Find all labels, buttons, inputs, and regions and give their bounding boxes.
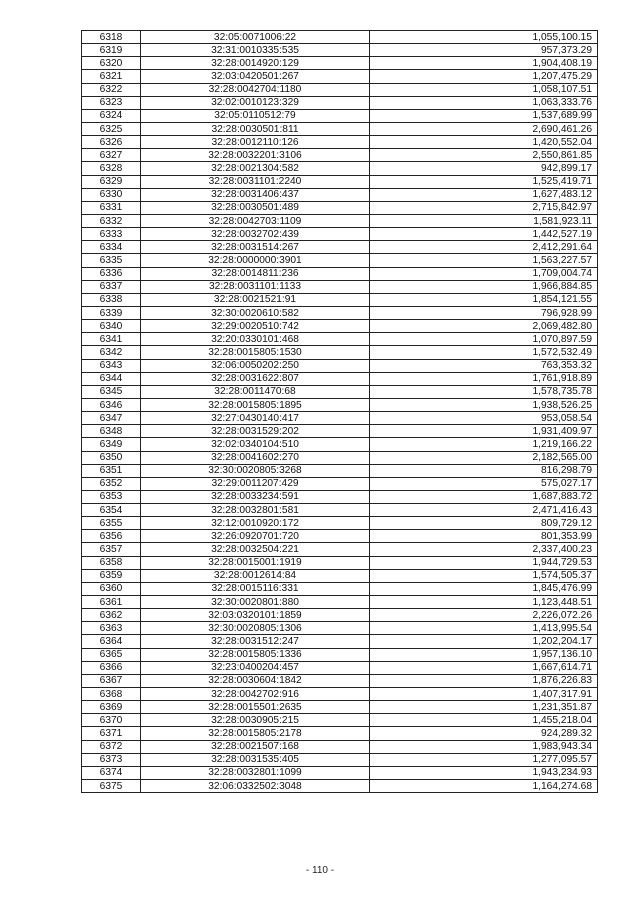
row-number: 6331 <box>82 201 141 214</box>
value-amount: 1,931,409.97 <box>370 425 598 438</box>
table-row <box>82 149 598 162</box>
cadastral-number: 32:20:0330101:468 <box>141 333 370 346</box>
table-row <box>82 398 598 411</box>
value-amount: 1,687,883.72 <box>370 490 598 503</box>
cadastral-number: 32:28:0032801:1099 <box>141 766 370 779</box>
value-amount: 1,938,526.25 <box>370 398 598 411</box>
table-row <box>82 648 598 661</box>
table-row <box>82 517 598 530</box>
table-row <box>82 175 598 188</box>
row-number: 6336 <box>82 267 141 280</box>
row-number: 6343 <box>82 359 141 372</box>
table-row <box>82 228 598 241</box>
table-row <box>82 70 598 83</box>
value-amount: 1,207,475.29 <box>370 70 598 83</box>
value-amount: 1,164,274.68 <box>370 780 598 793</box>
table-row <box>82 477 598 490</box>
row-number: 6375 <box>82 780 141 793</box>
value-amount: 816,298.79 <box>370 464 598 477</box>
cadastral-number: 32:28:0031101:2240 <box>141 175 370 188</box>
table-row <box>82 412 598 425</box>
value-amount: 801,353.99 <box>370 530 598 543</box>
value-amount: 1,055,100.15 <box>370 31 598 44</box>
value-amount: 2,412,291.64 <box>370 241 598 254</box>
row-number: 6318 <box>82 31 141 44</box>
table-row <box>82 753 598 766</box>
cadastral-number: 32:28:0021304:582 <box>141 162 370 175</box>
value-amount: 1,572,532.49 <box>370 346 598 359</box>
row-number: 6373 <box>82 753 141 766</box>
table-row <box>82 425 598 438</box>
cadastral-number: 32:28:0042702:916 <box>141 688 370 701</box>
cadastral-number: 32:28:0015805:2178 <box>141 727 370 740</box>
value-amount: 2,337,400.23 <box>370 543 598 556</box>
cadastral-number: 32:28:0031529:202 <box>141 425 370 438</box>
table-row <box>82 438 598 451</box>
value-amount: 942,899.17 <box>370 162 598 175</box>
cadastral-number: 32:30:0020801:880 <box>141 596 370 609</box>
row-number: 6363 <box>82 622 141 635</box>
cadastral-number: 32:23:0400204:457 <box>141 661 370 674</box>
row-number: 6372 <box>82 740 141 753</box>
row-number: 6334 <box>82 241 141 254</box>
cadastral-number: 32:27:0430140:417 <box>141 412 370 425</box>
row-number: 6362 <box>82 609 141 622</box>
row-number: 6332 <box>82 214 141 227</box>
table-body <box>82 31 598 793</box>
row-number: 6351 <box>82 464 141 477</box>
row-number: 6344 <box>82 372 141 385</box>
cadastral-number: 32:28:0012614:84 <box>141 569 370 582</box>
row-number: 6321 <box>82 70 141 83</box>
table-row <box>82 504 598 517</box>
table-row <box>82 688 598 701</box>
row-number: 6340 <box>82 320 141 333</box>
value-amount: 2,715,842.97 <box>370 201 598 214</box>
table-row <box>82 359 598 372</box>
value-amount: 1,761,918.89 <box>370 372 598 385</box>
row-number: 6356 <box>82 530 141 543</box>
table-row <box>82 780 598 793</box>
table-row <box>82 57 598 70</box>
cadastral-number: 32:28:0015001:1919 <box>141 556 370 569</box>
table-row <box>82 543 598 556</box>
table-row <box>82 320 598 333</box>
value-amount: 924,289.32 <box>370 727 598 740</box>
cadastral-number: 32:28:0014920:129 <box>141 57 370 70</box>
row-number: 6347 <box>82 412 141 425</box>
row-number: 6330 <box>82 188 141 201</box>
cadastral-values-table <box>81 30 598 793</box>
table-row <box>82 136 598 149</box>
cadastral-number: 32:29:0020510:742 <box>141 320 370 333</box>
row-number: 6348 <box>82 425 141 438</box>
table-row <box>82 385 598 398</box>
value-amount: 1,058,107.51 <box>370 83 598 96</box>
value-amount: 2,182,565.00 <box>370 451 598 464</box>
row-number: 6353 <box>82 490 141 503</box>
table-row <box>82 280 598 293</box>
value-amount: 2,471,416.43 <box>370 504 598 517</box>
value-amount: 1,854,121.55 <box>370 293 598 306</box>
cadastral-number: 32:28:0031512:247 <box>141 635 370 648</box>
row-number: 6370 <box>82 714 141 727</box>
table-row <box>82 596 598 609</box>
table-row <box>82 333 598 346</box>
row-number: 6358 <box>82 556 141 569</box>
row-number: 6359 <box>82 569 141 582</box>
table-row <box>82 490 598 503</box>
cadastral-number: 32:28:0030501:489 <box>141 201 370 214</box>
table-row <box>82 622 598 635</box>
row-number: 6320 <box>82 57 141 70</box>
cadastral-number: 32:28:0030905:215 <box>141 714 370 727</box>
table-row <box>82 109 598 122</box>
row-number: 6325 <box>82 122 141 135</box>
row-number: 6352 <box>82 477 141 490</box>
row-number: 6355 <box>82 517 141 530</box>
cadastral-number: 32:31:0010335:535 <box>141 44 370 57</box>
value-amount: 1,957,136.10 <box>370 648 598 661</box>
value-amount: 763,353.32 <box>370 359 598 372</box>
row-number: 6374 <box>82 766 141 779</box>
row-number: 6328 <box>82 162 141 175</box>
value-amount: 1,277,095.57 <box>370 753 598 766</box>
cadastral-number: 32:05:0110512:79 <box>141 109 370 122</box>
cadastral-number: 32:06:0050202:250 <box>141 359 370 372</box>
row-number: 6366 <box>82 661 141 674</box>
value-amount: 1,845,476.99 <box>370 582 598 595</box>
value-amount: 2,069,482.80 <box>370 320 598 333</box>
row-number: 6324 <box>82 109 141 122</box>
value-amount: 1,407,317.91 <box>370 688 598 701</box>
table-row <box>82 267 598 280</box>
cadastral-number: 32:28:0015501:2635 <box>141 701 370 714</box>
row-number: 6339 <box>82 306 141 319</box>
table-row <box>82 674 598 687</box>
value-amount: 1,202,204.17 <box>370 635 598 648</box>
cadastral-number: 32:03:0320101:1859 <box>141 609 370 622</box>
cadastral-number: 32:28:0021521:91 <box>141 293 370 306</box>
value-amount: 575,027.17 <box>370 477 598 490</box>
cadastral-number: 32:28:0033234:591 <box>141 490 370 503</box>
cadastral-number: 32:28:0042703:1109 <box>141 214 370 227</box>
cadastral-number: 32:28:0032702:439 <box>141 228 370 241</box>
table-row <box>82 766 598 779</box>
table-row <box>82 346 598 359</box>
value-amount: 1,578,735.78 <box>370 385 598 398</box>
cadastral-number: 32:28:0030501:811 <box>141 122 370 135</box>
table-row <box>82 727 598 740</box>
row-number: 6368 <box>82 688 141 701</box>
value-amount: 1,420,552.04 <box>370 136 598 149</box>
cadastral-number: 32:28:0031535:405 <box>141 753 370 766</box>
cadastral-number: 32:28:0042704:1180 <box>141 83 370 96</box>
cadastral-number: 32:30:0020805:3268 <box>141 464 370 477</box>
table-row <box>82 635 598 648</box>
table-row <box>82 96 598 109</box>
row-number: 6371 <box>82 727 141 740</box>
table-row <box>82 569 598 582</box>
row-number: 6365 <box>82 648 141 661</box>
table-row <box>82 530 598 543</box>
value-amount: 1,070,897.59 <box>370 333 598 346</box>
cadastral-number: 32:28:0014811:236 <box>141 267 370 280</box>
value-amount: 1,219,166.22 <box>370 438 598 451</box>
row-number: 6369 <box>82 701 141 714</box>
value-amount: 1,231,351.87 <box>370 701 598 714</box>
value-amount: 1,563,227.57 <box>370 254 598 267</box>
value-amount: 1,413,995.54 <box>370 622 598 635</box>
cadastral-number: 32:28:0011470:68 <box>141 385 370 398</box>
cadastral-number: 32:02:0340104:510 <box>141 438 370 451</box>
row-number: 6327 <box>82 149 141 162</box>
table-row <box>82 714 598 727</box>
table-row <box>82 464 598 477</box>
value-amount: 796,928.99 <box>370 306 598 319</box>
table-row <box>82 241 598 254</box>
table-row <box>82 372 598 385</box>
cadastral-number: 32:28:0031622:807 <box>141 372 370 385</box>
table-row <box>82 293 598 306</box>
table-row <box>82 451 598 464</box>
cadastral-number: 32:03:0420501:267 <box>141 70 370 83</box>
row-number: 6360 <box>82 582 141 595</box>
value-amount: 809,729.12 <box>370 517 598 530</box>
row-number: 6319 <box>82 44 141 57</box>
row-number: 6367 <box>82 674 141 687</box>
cadastral-number: 32:28:0015116:331 <box>141 582 370 595</box>
value-amount: 953,058.54 <box>370 412 598 425</box>
row-number: 6335 <box>82 254 141 267</box>
value-amount: 1,944,729.53 <box>370 556 598 569</box>
cadastral-number: 32:29:0011207:429 <box>141 477 370 490</box>
table-row <box>82 254 598 267</box>
row-number: 6361 <box>82 596 141 609</box>
cadastral-number: 32:30:0020610:582 <box>141 306 370 319</box>
value-amount: 1,667,614.71 <box>370 661 598 674</box>
value-amount: 1,627,483.12 <box>370 188 598 201</box>
cadastral-number: 32:28:0031101:1133 <box>141 280 370 293</box>
row-number: 6323 <box>82 96 141 109</box>
value-amount: 1,537,689.99 <box>370 109 598 122</box>
row-number: 6322 <box>82 83 141 96</box>
table-row <box>82 44 598 57</box>
row-number: 6337 <box>82 280 141 293</box>
cadastral-number: 32:06:0332502:3048 <box>141 780 370 793</box>
value-amount: 2,550,861.85 <box>370 149 598 162</box>
row-number: 6333 <box>82 228 141 241</box>
value-amount: 1,525,419.71 <box>370 175 598 188</box>
table-row <box>82 122 598 135</box>
cadastral-number: 32:28:0041602:270 <box>141 451 370 464</box>
table-row <box>82 740 598 753</box>
cadastral-number: 32:05:0071006:22 <box>141 31 370 44</box>
cadastral-number: 32:28:0015805:1530 <box>141 346 370 359</box>
table-row <box>82 609 598 622</box>
table-row <box>82 556 598 569</box>
table-row <box>82 162 598 175</box>
table-row <box>82 701 598 714</box>
value-amount: 1,983,943.34 <box>370 740 598 753</box>
value-amount: 1,709,004.74 <box>370 267 598 280</box>
value-amount: 1,966,884.85 <box>370 280 598 293</box>
cadastral-number: 32:02:0010123:329 <box>141 96 370 109</box>
row-number: 6357 <box>82 543 141 556</box>
value-amount: 2,690,461.26 <box>370 122 598 135</box>
table-row <box>82 661 598 674</box>
value-amount: 1,581,923.11 <box>370 214 598 227</box>
value-amount: 1,876,226.83 <box>370 674 598 687</box>
cadastral-number: 32:30:0020805:1306 <box>141 622 370 635</box>
value-amount: 957,373.29 <box>370 44 598 57</box>
row-number: 6346 <box>82 398 141 411</box>
value-amount: 1,123,448.51 <box>370 596 598 609</box>
row-number: 6329 <box>82 175 141 188</box>
table-row <box>82 31 598 44</box>
row-number: 6354 <box>82 504 141 517</box>
row-number: 6345 <box>82 385 141 398</box>
value-amount: 2,226,072.26 <box>370 609 598 622</box>
value-amount: 1,943,234.93 <box>370 766 598 779</box>
row-number: 6341 <box>82 333 141 346</box>
page-number: - 110 - <box>305 865 335 876</box>
row-number: 6364 <box>82 635 141 648</box>
cadastral-number: 32:28:0021507:168 <box>141 740 370 753</box>
table-row <box>82 188 598 201</box>
table-row <box>82 214 598 227</box>
cadastral-number: 32:28:0012110:126 <box>141 136 370 149</box>
value-amount: 1,063,333.76 <box>370 96 598 109</box>
cadastral-number: 32:26:0920701:720 <box>141 530 370 543</box>
value-amount: 1,455,218.04 <box>370 714 598 727</box>
cadastral-number: 32:28:0015805:1336 <box>141 648 370 661</box>
cadastral-number: 32:12:0010920:172 <box>141 517 370 530</box>
table-row <box>82 582 598 595</box>
cadastral-number: 32:28:0032504:221 <box>141 543 370 556</box>
row-number: 6326 <box>82 136 141 149</box>
row-number: 6350 <box>82 451 141 464</box>
cadastral-number: 32:28:0032801:581 <box>141 504 370 517</box>
value-amount: 1,574,505.37 <box>370 569 598 582</box>
cadastral-number: 32:28:0031514:267 <box>141 241 370 254</box>
cadastral-number: 32:28:0031406:437 <box>141 188 370 201</box>
cadastral-number: 32:28:0015805:1895 <box>141 398 370 411</box>
row-number: 6349 <box>82 438 141 451</box>
table-row <box>82 83 598 96</box>
table-row <box>82 306 598 319</box>
cadastral-number: 32:28:0030604:1842 <box>141 674 370 687</box>
row-number: 6338 <box>82 293 141 306</box>
cadastral-number: 32:28:0000000:3901 <box>141 254 370 267</box>
value-amount: 1,904,408.19 <box>370 57 598 70</box>
table-row <box>82 201 598 214</box>
value-amount: 1,442,527.19 <box>370 228 598 241</box>
row-number: 6342 <box>82 346 141 359</box>
cadastral-number: 32:28:0032201:3106 <box>141 149 370 162</box>
